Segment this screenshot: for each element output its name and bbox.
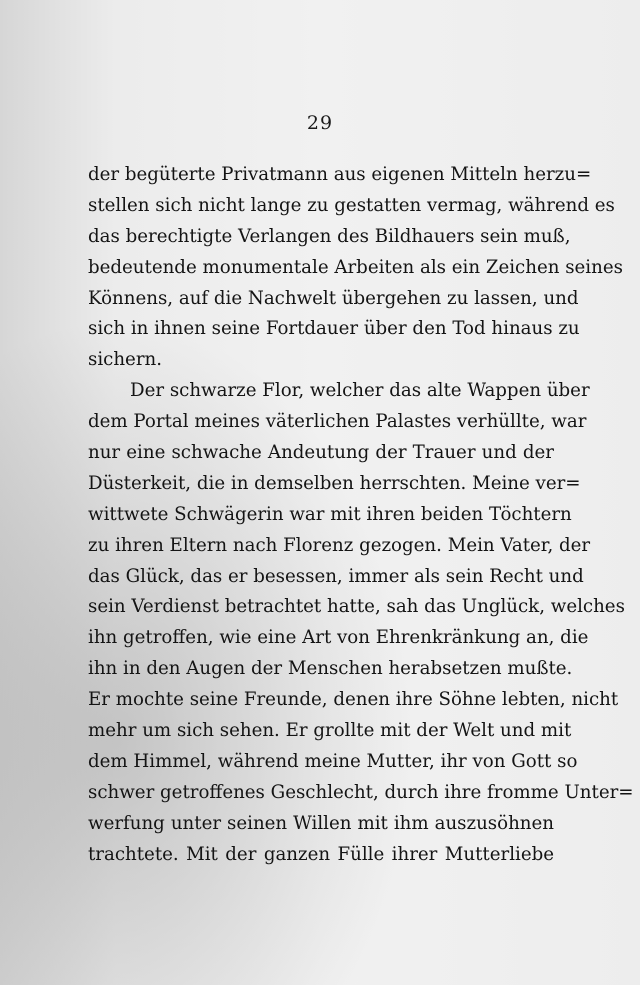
text-line: wittwete Schwägerin war mit ihren beiden Töchtern — [88, 503, 572, 525]
text-line: das Glück, das er besessen, immer als sein Recht und — [88, 565, 584, 587]
text-line: Könnens, auf die Nachwelt übergehen zu lassen, und — [88, 287, 579, 309]
page-number: 29 — [306, 112, 334, 134]
text-line: Er mochte seine Freunde, denen ihre Söhne lebten, nicht — [88, 689, 619, 711]
body-text — [88, 160, 634, 870]
text-line: dem Himmel, während meine Mutter, ihr von Gott so — [88, 750, 578, 772]
text-line: stellen sich nicht lange zu gestatten vermag, während es — [88, 194, 615, 216]
text-line: nur eine schwache Andeutung der Trauer und der — [88, 442, 554, 464]
text-line: sichern. — [88, 349, 163, 371]
text-line: Der schwarze Flor, welcher das alte Wappen über — [130, 380, 590, 402]
text-line: schwer getroffenes Geschlecht, durch ihre fromme Unter= — [88, 781, 634, 803]
text-line: mehr um sich sehen. Er grollte mit der Welt und mit — [88, 720, 572, 742]
text-line: ihn getroffen, wie eine Art von Ehrenkränkung an, die — [88, 627, 589, 649]
text-line: ihn in den Augen der Menschen herabsetzen mußte. — [88, 658, 573, 680]
text-line: das berechtigte Verlangen des Bildhauers sein muß, — [88, 225, 571, 247]
text-line: Düsterkeit, die in demselben herrschten. Meine ver= — [88, 472, 581, 494]
text-line: bedeutende monumentale Arbeiten als ein Zeichen seines — [88, 256, 623, 278]
text-line: sich in ihnen seine Fortdauer über den Tod hinaus zu — [88, 318, 580, 340]
text-line: zu ihren Eltern nach Florenz gezogen. Mein Vater, der — [88, 534, 591, 556]
text-line: sein Verdienst betrachtet hatte, sah das Unglück, welches — [88, 596, 625, 618]
text-line: der begüterte Privatmann aus eigenen Mitteln herzu= — [88, 164, 592, 185]
text-line: dem Portal meines väterlichen Palastes verhüllte, war — [88, 411, 587, 433]
text-line: trachtete. Mit der ganzen Fülle ihrer Mutterliebe — [88, 843, 554, 865]
text-line: werfung unter seinen Willen mit ihm auszusöhnen — [88, 812, 554, 834]
